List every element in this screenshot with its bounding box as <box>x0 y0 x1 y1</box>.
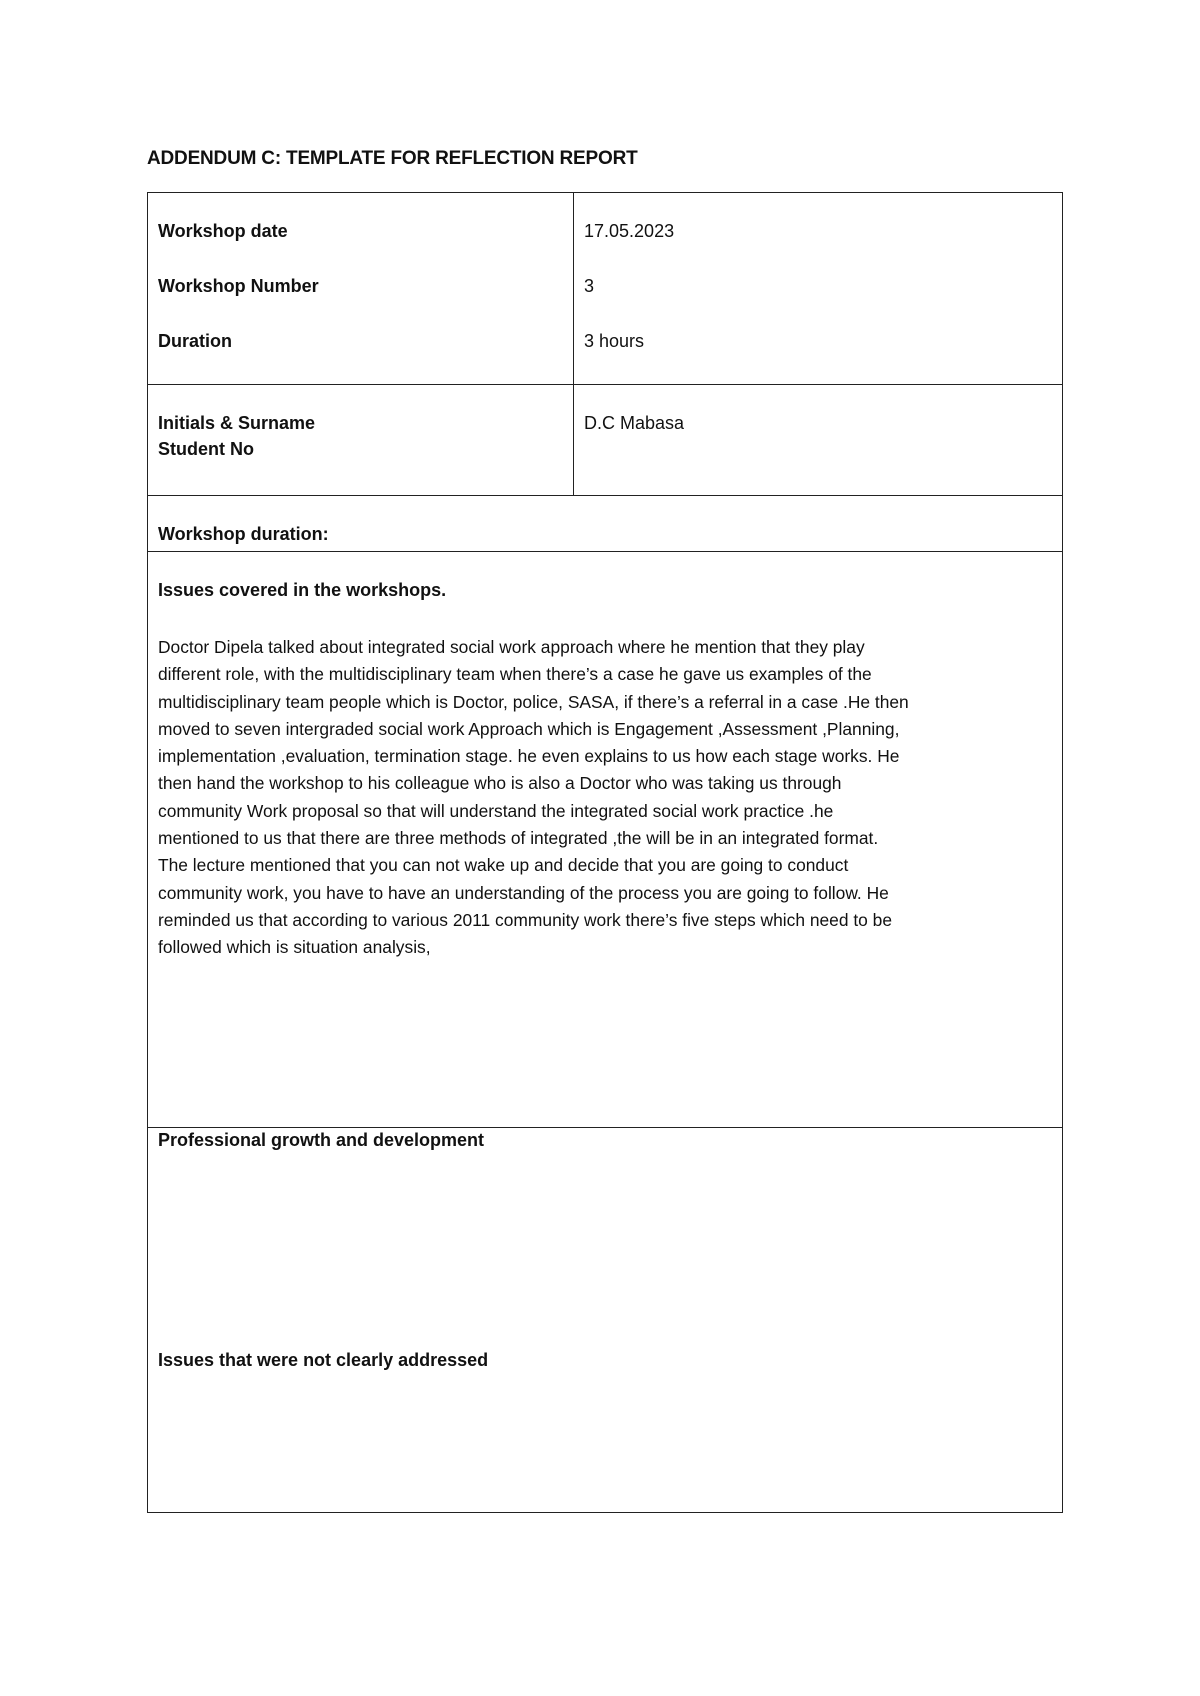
workshop-duration-row <box>148 496 1062 552</box>
duration-label: Duration <box>158 331 232 351</box>
student-no-label: Student No <box>158 439 254 459</box>
issues-cell <box>148 552 1062 1127</box>
workshop-info-labels <box>148 193 574 384</box>
workshop-info-values <box>574 193 1062 384</box>
issues-row <box>148 552 1062 1128</box>
workshop-number-label: Workshop Number <box>158 276 319 296</box>
unaddressed-issues-heading: Issues that were not clearly addressed <box>158 1350 489 1370</box>
professional-growth-heading: Professional growth and development <box>158 1130 485 1150</box>
initials-surname-label: Initials & Surname <box>158 413 316 433</box>
workshop-duration-label: Workshop duration: <box>158 524 329 544</box>
issues-heading: Issues covered in the workshops. <box>158 580 447 600</box>
workshop-info-row <box>148 193 1062 385</box>
issues-body-text: Doctor Dipela talked about integrated social work approach where he mention that they play different role, with the multidisciplinary team when there’s a case he gave us examples of the multidisciplinary team people which is Doctor, police, SASA, if there’s a referral in a case .He then moved to seven intergraded social work Approach which is Engagement ,Assessment ,Planning, implementation ,evaluation, termination stage. he even explains to us how each stage works. He then hand the workshop to his colleague who is also a Doctor who was taking us through community Work proposal so that will understand the integrated social work practice .he mentioned to us that there are three methods of integrated ,the will be in an integrated format. The lecture mentioned that you can not wake up and decide that you are going to conduct community work, you have to have an understanding of the process you are going to follow. He reminded us that according to various 2011 community work there’s five steps which need to be followed which is situation analysis, <box>158 637 909 958</box>
growth-row <box>148 1128 1062 1512</box>
reflection-report-table <box>147 192 1063 1513</box>
duration-value: 3 hours <box>584 331 645 351</box>
workshop-date-label: Workshop date <box>158 221 288 241</box>
student-labels <box>148 385 574 495</box>
student-values <box>574 385 1062 495</box>
workshop-date-value: 17.05.2023 <box>584 221 675 241</box>
workshop-duration-cell <box>148 496 1062 551</box>
student-name-value: D.C Mabasa <box>584 413 685 433</box>
page-title: ADDENDUM C: TEMPLATE FOR REFLECTION REPORT <box>147 148 638 169</box>
workshop-number-value: 3 <box>584 276 595 296</box>
growth-cell <box>148 1128 1062 1512</box>
student-row <box>148 385 1062 496</box>
